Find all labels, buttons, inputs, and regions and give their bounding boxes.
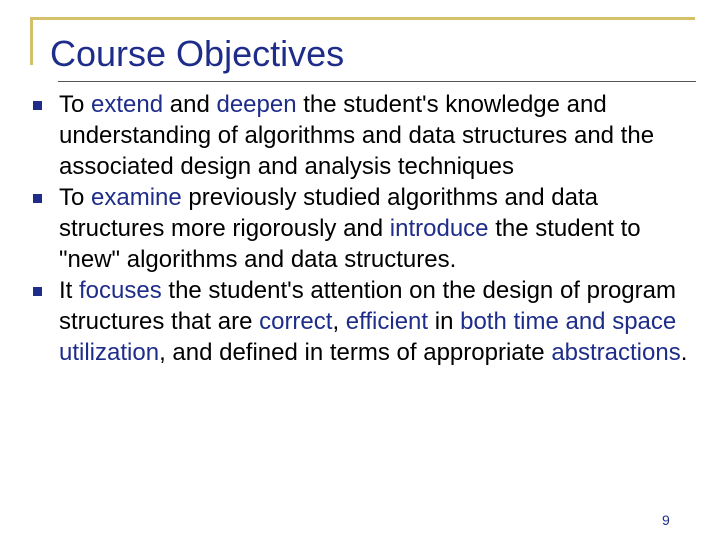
bullet-3-highlight-time-space: both time and space utilization [59,308,677,366]
bullet-3-text-3: , [332,308,346,335]
bullet-3-text-1: It [59,277,80,304]
objective-item-2 [0,182,699,275]
bullet-3-highlight-abstractions: abstractions [551,339,681,366]
bullet-1-text-2: and [163,91,217,118]
bullet-3-text-4: in [428,308,461,335]
frame-top-border [30,17,695,20]
page-number: 9 [662,512,670,528]
objectives-list [0,89,720,368]
bullet-2-highlight-examine: examine [91,184,182,211]
bullet-3-highlight-efficient: efficient [345,308,429,335]
bullet-2-text-3: the student to "new" algorithms and data structures. [59,215,641,273]
objective-item-3 [0,275,699,368]
bullet-1-text-1: To [59,91,92,118]
frame-left-border [30,17,33,65]
bullet-2-text-1: To [59,184,92,211]
bullet-3-highlight-focuses: focuses [79,277,162,304]
square-bullet-icon [33,101,42,110]
bullet-3-text-5: , and defined in terms of appropriate [159,339,552,366]
bullet-3-text-6: . [680,339,688,366]
title-divider [58,81,696,82]
objective-item-1 [0,89,699,182]
bullet-1-highlight-deepen: deepen [216,91,297,118]
bullet-1-highlight-extend: extend [91,91,164,118]
bullet-2-text-2: previously studied algorithms and data structures more rigorously and [59,184,598,242]
bullet-2-highlight-introduce: introduce [389,215,489,242]
square-bullet-icon [33,194,42,203]
bullet-3-text-2: the student's attention on the design of program structures that are [59,277,676,335]
square-bullet-icon [33,287,42,296]
slide-title: Course Objectives [50,33,345,74]
bullet-1-text-3: the student's knowledge and understanding of algorithms and data structures and the associated design and analysis techniques [59,91,655,180]
bullet-3-highlight-correct: correct [259,308,333,335]
